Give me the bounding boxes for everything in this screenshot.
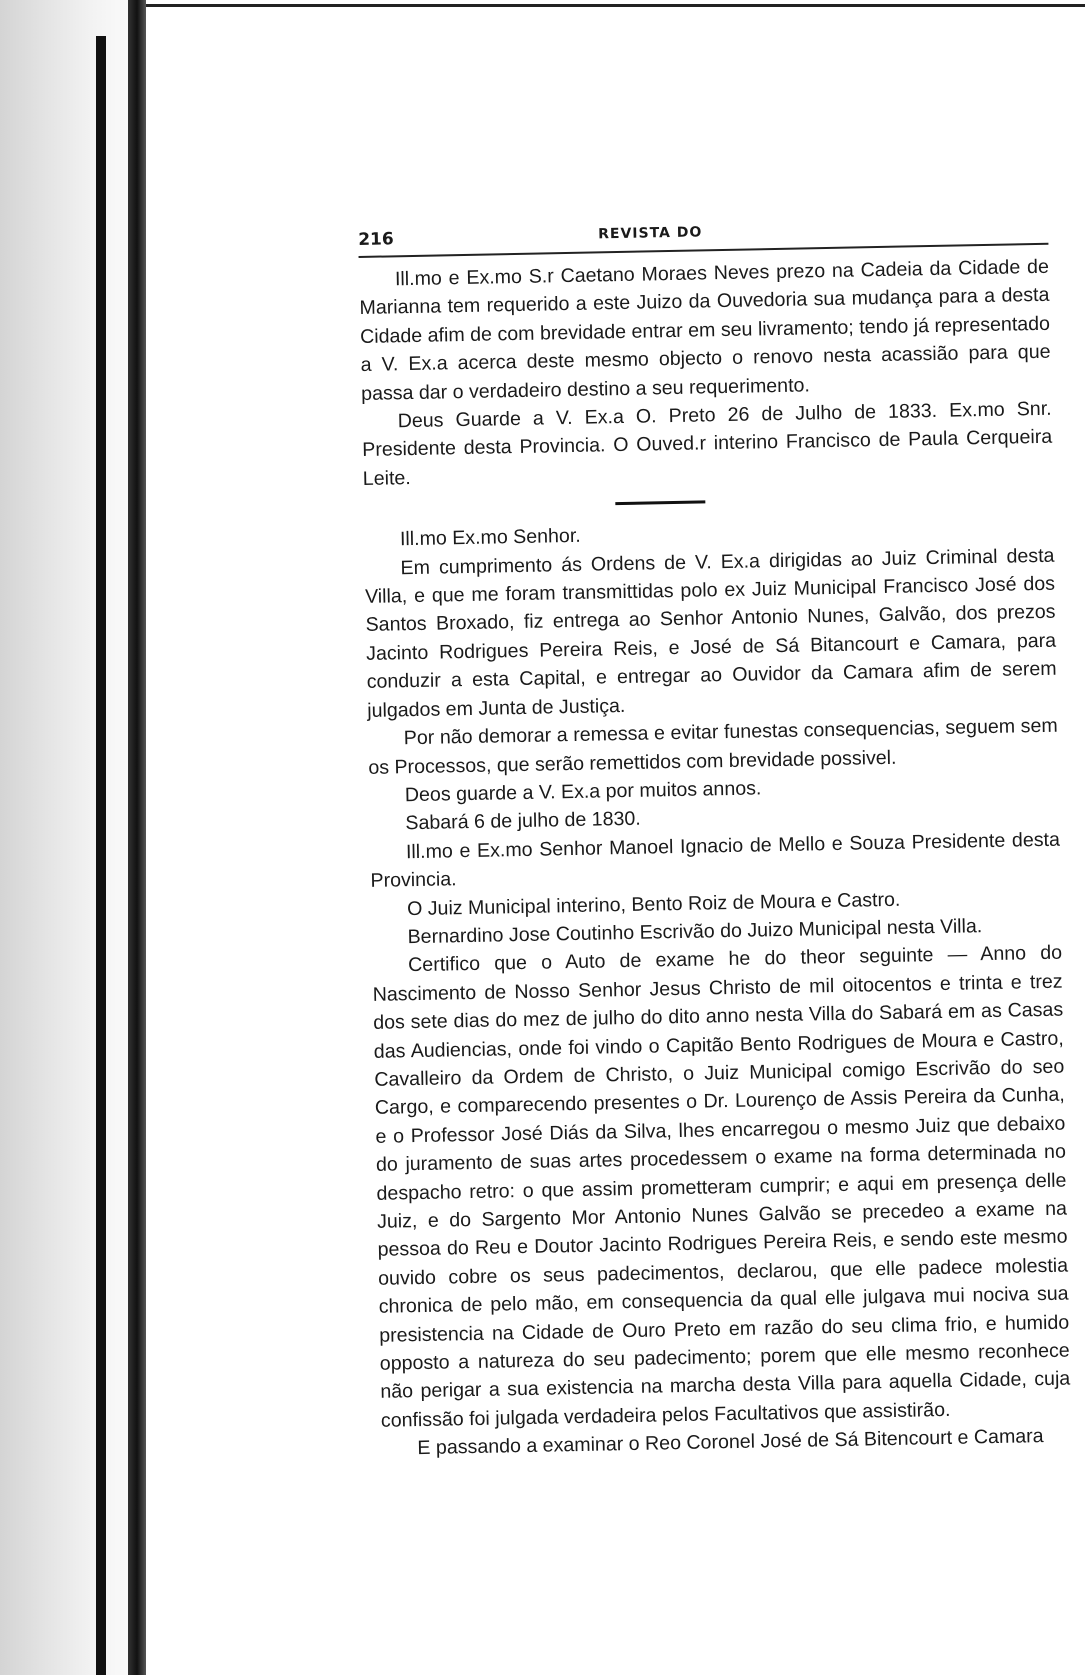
letter2-paragraph: Deos guarde a V. Ex.a por muitos annos.	[404, 777, 762, 807]
letter1-paragraph: Deus Guarde a V. Ex.a O. Preto 26 de Julho de 1833. Ex.mo Snr. Presidente desta Provincia. O Ouved.r interino Francisco de Paula Cerqueira Leite.	[362, 397, 1053, 490]
document-body	[359, 253, 1072, 1464]
letter2-paragraph: Em cumprimento ás Ordens de V. Ex.a dirigidas ao Juiz Criminal desta Villa, e que me foram transmittidas polo ex Juiz Municipal Francisco José dos Santos Broxado, fiz entrega ao Senhor Antonio Nunes, Galvão, dos prezos Jacinto Rodrigues Pereira Reis, e José de Sá Bitancourt e Camara, para conduzir a esta Capital, e entregar ao Ouvidor da Camara afim de serem julgados em Junta de Justiça.	[364, 544, 1057, 722]
binding-edge	[128, 0, 146, 1675]
letter2-paragraph: O Juiz Municipal interino, Bento Roiz de Moura e Castro.	[406, 888, 901, 920]
letter2-salutation: Ill.mo Ex.mo Senhor.	[399, 525, 581, 551]
page-number: 216	[358, 229, 394, 250]
binding-shadow	[96, 36, 106, 1675]
section-separator	[615, 501, 705, 506]
document-page	[358, 215, 1072, 1464]
page-top-edge	[146, 4, 1085, 7]
letter1-paragraph: Ill.mo e Ex.mo S.r Caetano Moraes Neves prezo na Cadeia da Cidade de Marianna tem requerido a este Juizo da Ouvedoria sua mudança para a desta Cidade afim de com brevidade entrar em seu livramento; tendo já representado a V. Ex.a acerca deste mesmo objecto o renovo nesta acassião para que passa dar o verdadeiro destino a seu requerimento.	[359, 255, 1051, 405]
letter2-paragraph: Bernardino Jose Coutinho Escrivão do Juizo Municipal nesta Villa.	[407, 915, 983, 949]
running-header	[358, 215, 1048, 258]
letter2-paragraph: E passando a examinar o Reo Coronel José de Sá Bitencourt e Camara	[417, 1425, 1044, 1460]
letter2-paragraph: Sabará 6 de julho de 1830.	[405, 807, 641, 835]
letter2-paragraph: Ill.mo e Ex.mo Senhor Manoel Ignacio de Mello e Souza Presidente desta Provincia.	[370, 828, 1061, 893]
letter2-paragraph: Por não demorar a remessa e evitar funestas consequencias, seguem sem os Processos, que serão remettidos com brevidade possivel.	[368, 714, 1058, 779]
running-title: REVISTA DO	[598, 224, 703, 243]
letter2-paragraph: Certifico que o Auto de exame he do theor seguinte — Anno do Nascimento de Nosso Senhor Jesus Christo de mil oitocentos e trinta e trez dos sete dias do mez de julho do dito anno nesta Villa do Sabará em as Casas das Audiencias, onde foi vindo o Capitão Bento Rodrigues de Moura e Castro, Cavalleiro da Ordem de Christo, o Juiz Municipal comigo Escrivão do seo Cargo, e comparecendo presentes o Dr. Lourenço de Assis Pereira da Cunha, e o Professor José Diás da Silva, lhes encarregou o mesmo Juiz que debaixo do juramento de suas artes procedessem o exame na forma determinada no despacho retro: o que assim prometteram cumprir; e aqui em presença delle Juiz, e do Sargento Mor Antonio Nunes Galvão se precedeo a exame na pessoa do Reu e Doutor Jacinto Rodrigues Pereira Reis, e sendo este mesmo ouvido cobre os seus padecimentos, declarou, que elle padece molestia chronica de pelo mão, em consequencia da qual elle julgava mui nociva sua presistencia na Cidade de Ouro Preto em razão do seu clima frio, e humido opposto a natureza do seu padecimento; porem que elle mesmo reconhece não perigar a sua existencia na marcha desta Villa para aquella Cidade, cuja confissão foi julgada verdadeira pelos Facultativos que assistirão.	[372, 941, 1071, 1432]
